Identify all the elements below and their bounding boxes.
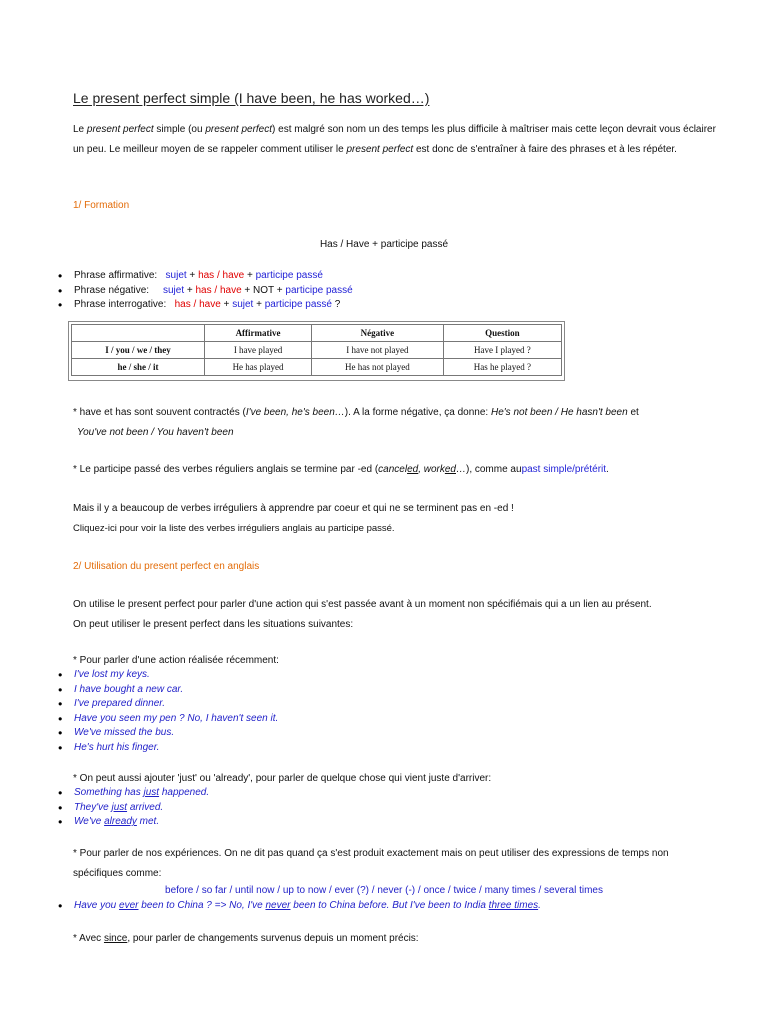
part-plus: + xyxy=(244,270,256,281)
example-keyword: ever xyxy=(119,900,139,911)
table-header-row xyxy=(72,325,562,342)
part-has-have: has / have xyxy=(195,284,242,296)
examples-experience-list xyxy=(58,899,541,914)
part-has-have: has / have xyxy=(198,270,245,281)
example-text: happened. xyxy=(159,787,210,798)
note-example: You've not been / You haven't been xyxy=(77,427,234,438)
case-just-already: * On peut aussi ajouter 'just' ou 'already', pour parler de quelque chose qui vient juste d'arriver: xyxy=(73,773,492,784)
part-plus: + xyxy=(186,270,199,281)
section-heading-formation: 1/ Formation xyxy=(73,200,130,211)
table-header-cell xyxy=(72,325,205,342)
note-example: cancel xyxy=(378,464,408,475)
part-participe: participe passé xyxy=(255,270,323,281)
table-cell: I have not played xyxy=(312,342,444,359)
note-contractions xyxy=(73,403,723,443)
example-text: We've xyxy=(74,816,105,828)
example-text: been to China ? => No, I've xyxy=(138,900,266,911)
intro-text: Le xyxy=(73,124,87,135)
case-text: * Avec xyxy=(73,933,104,944)
table-cell: He has not played xyxy=(312,359,444,376)
list-item: • I've lost my keys. xyxy=(58,668,278,683)
part-sujet: sujet xyxy=(232,299,254,311)
list-item: • Have you seen my pen ? No, I haven't seen it. xyxy=(58,712,278,727)
list-item xyxy=(58,815,209,830)
note-participle xyxy=(73,464,609,475)
usage-line-1: On utilise le present perfect pour parler d'une action qui s'est passée avant à un moment non spécifiémais qui a un lien au présent. xyxy=(73,599,652,610)
table-cell: He has played xyxy=(205,359,312,376)
part-plus: + xyxy=(220,299,233,311)
table-cell: he / she / it xyxy=(72,359,205,376)
usage-line-2: On peut utiliser le present perfect dans les situations suivantes: xyxy=(73,619,354,630)
past-simple-link[interactable]: past simple/prétérit xyxy=(521,464,607,475)
examples-recent-list xyxy=(58,668,278,756)
case-text: , pour parler de changements survenus depuis un moment précis: xyxy=(127,933,419,944)
example-keyword: never xyxy=(265,900,291,911)
phrase-list xyxy=(58,269,353,313)
page-title: Le present perfect simple (I have been, he has worked…) xyxy=(73,90,430,106)
phrase-negative xyxy=(58,284,353,299)
example-text: . xyxy=(538,900,541,911)
formula-line: Has / Have + participe passé xyxy=(319,239,449,250)
table-row xyxy=(72,342,562,359)
phrase-affirmative xyxy=(58,269,353,284)
conjugation-table-frame xyxy=(68,321,565,381)
phrase-label: Phrase affirmative: xyxy=(74,270,158,281)
example-text: been to China before. But I've been to India xyxy=(290,900,489,911)
note-example: , work xyxy=(418,464,445,475)
list-item xyxy=(58,801,209,816)
part-not: + NOT + xyxy=(241,284,286,296)
note-text: ), comme au xyxy=(465,464,522,475)
case-experiences: * Pour parler de nos expériences. On ne dit pas quand ça s'est produit exactement mais on peut utiliser des expressions de temps non spécifiques comme: xyxy=(73,848,669,879)
example-keyword: just xyxy=(143,787,160,798)
example-text: Something has xyxy=(74,787,144,798)
adverbs-line: before / so far / until now / up to now / ever (?) / never (-) / once / twice / many times / several times xyxy=(165,885,603,896)
list-item: • I've prepared dinner. xyxy=(58,697,278,712)
note-irregular: Mais il y a beaucoup de verbes irréguliers à apprendre par coeur et qui ne se terminent pas en -ed ! xyxy=(73,503,514,514)
example-text: Have you xyxy=(74,900,120,911)
section-heading-usage: 2/ Utilisation du present perfect en anglais xyxy=(73,561,260,572)
list-item: • I have bought a new car. xyxy=(58,683,278,698)
part-question-mark: ? xyxy=(331,299,341,311)
intro-term: present perfect xyxy=(86,124,154,135)
phrase-label: Phrase négative: xyxy=(74,284,150,296)
note-text: et xyxy=(627,407,639,418)
intro-text: ) est malgré son nom un des temps les plus difficile à maîtriser mais cette leçon devrait vous éclairer un peu. Le meilleur moyen de se rappeler comment utiliser le xyxy=(73,124,716,155)
part-participe: participe passé xyxy=(264,299,332,311)
note-example: I've been, he's been… xyxy=(245,407,345,418)
note-text: * Le participe passé des verbes réguliers anglais se termine par -ed ( xyxy=(73,464,379,475)
note-example: He's not been / He hasn't been xyxy=(490,407,628,418)
table-header-cell: Négative xyxy=(312,325,444,342)
example-keyword: three times xyxy=(488,900,539,911)
intro-text: simple (ou xyxy=(153,124,206,135)
intro-paragraph xyxy=(73,120,723,160)
part-sujet: sujet xyxy=(165,270,187,281)
phrase-interrogative xyxy=(58,298,353,313)
phrase-label: Phrase interrogative: xyxy=(74,299,167,311)
table-cell: I / you / we / they xyxy=(72,342,205,359)
list-item: • He's hurt his finger. xyxy=(58,741,278,756)
note-suffix: ed xyxy=(444,464,456,475)
part-sujet: sujet xyxy=(162,284,185,296)
table-cell: Has he played ? xyxy=(443,359,561,376)
table-cell: Have I played ? xyxy=(443,342,561,359)
list-item xyxy=(58,786,209,801)
case-since xyxy=(73,933,419,944)
note-text: * have et has sont souvent contractés ( xyxy=(73,407,246,418)
note-text: . xyxy=(606,464,609,475)
note-example: … xyxy=(455,464,466,475)
note-text: ). A la forme négative, ça donne: xyxy=(344,407,491,418)
part-plus: + xyxy=(253,299,265,311)
table-cell: I have played xyxy=(205,342,312,359)
case-keyword: since xyxy=(103,933,128,944)
example-text: They've xyxy=(74,801,112,813)
intro-term: present perfect xyxy=(205,124,273,135)
table-row xyxy=(72,359,562,376)
list-item xyxy=(58,899,541,914)
example-text: met. xyxy=(136,816,160,828)
table-header-cell: Affirmative xyxy=(205,325,312,342)
examples-just-list xyxy=(58,786,209,830)
irregular-verbs-link[interactable]: Cliquez-ici pour voir la liste des verbes irréguliers anglais au participe passé. xyxy=(73,523,395,534)
example-keyword: just xyxy=(111,801,128,813)
part-has-have: has / have xyxy=(174,299,221,311)
note-suffix: ed xyxy=(407,464,419,475)
part-plus: + xyxy=(184,284,196,296)
part-participe: participe passé xyxy=(285,284,353,296)
example-keyword: already xyxy=(104,816,137,828)
case-recent-action: * Pour parler d'une action réalisée récemment: xyxy=(73,655,279,666)
intro-term: present perfect xyxy=(346,144,414,155)
table-header-cell: Question xyxy=(443,325,561,342)
conjugation-table xyxy=(71,324,562,376)
intro-text: est donc de s'entraîner à faire des phrases et à les répéter. xyxy=(413,144,677,155)
list-item: • We've missed the bus. xyxy=(58,726,278,741)
example-text: arrived. xyxy=(127,801,164,813)
